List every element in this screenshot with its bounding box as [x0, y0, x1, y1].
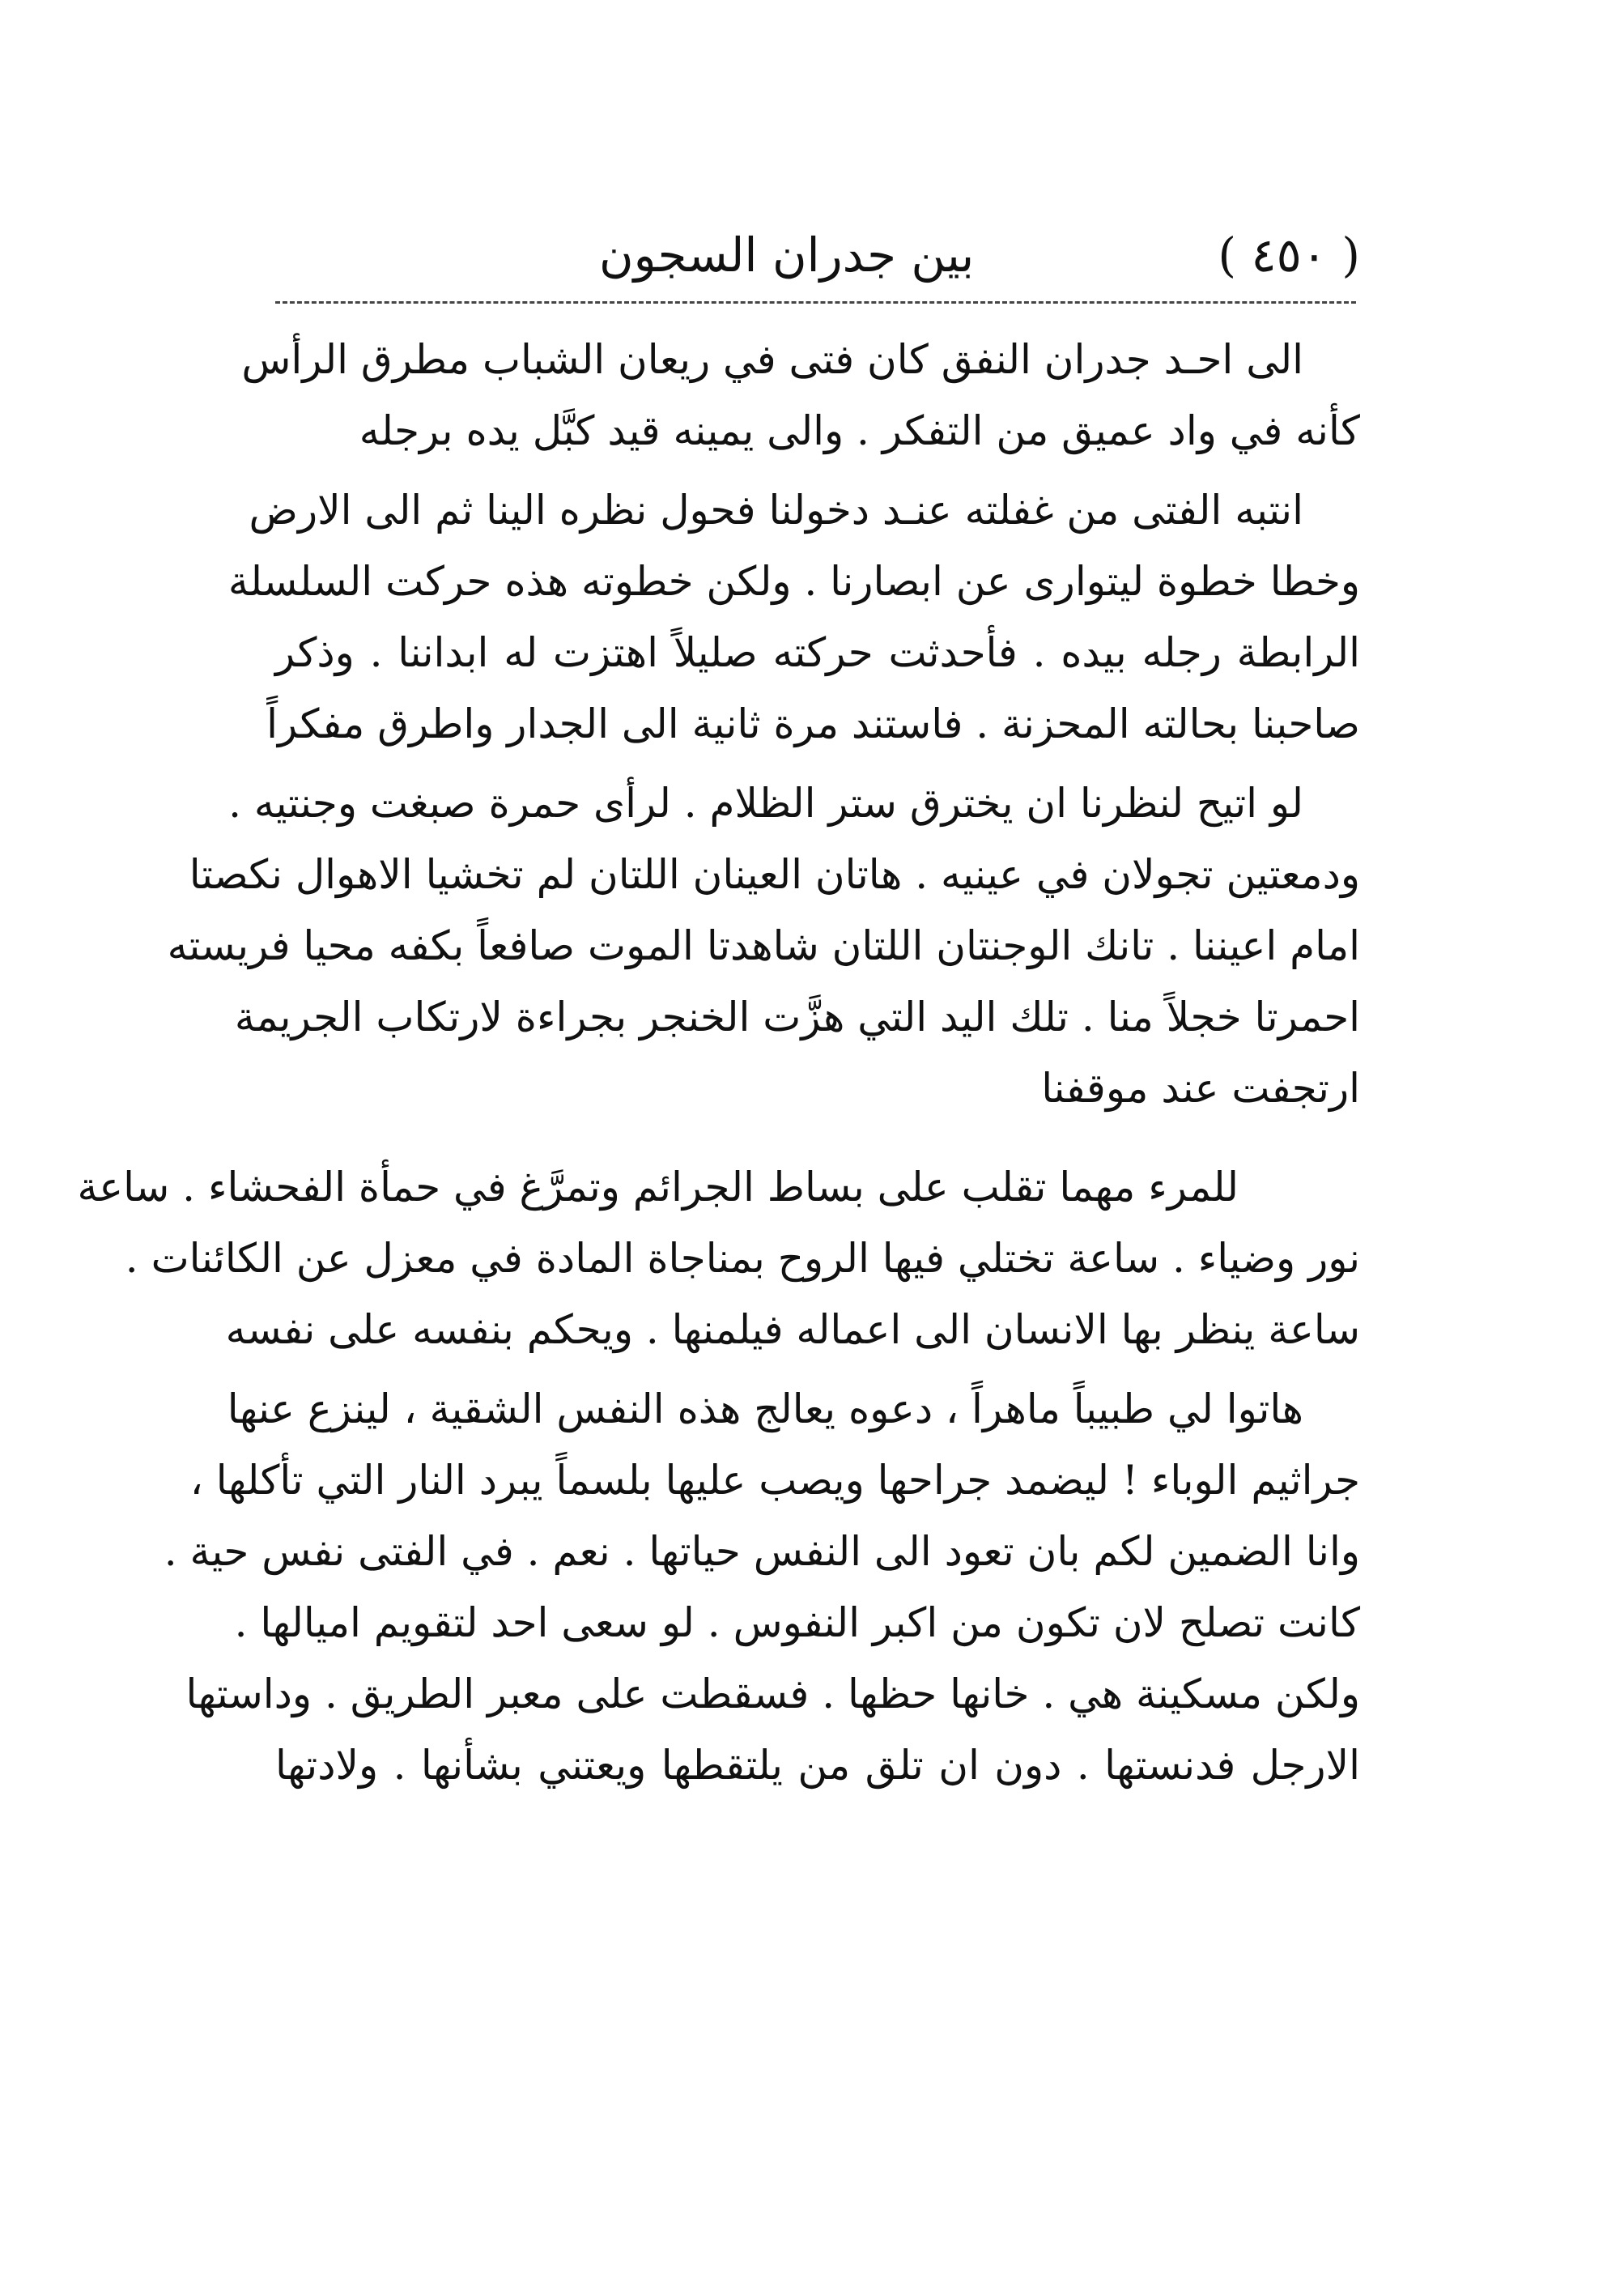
body-text [77, 324, 1360, 1801]
text-line: الارجل فدنستها . دون ان تلق من يلتقطها ويعتني بشأنها . ولادتها [275, 1742, 1360, 1789]
paragraph-1 [241, 324, 1360, 466]
text-line: احمرتا خجلاً منا . تلك اليد التي هزَّت الخنجر بجراءة لارتكاب الجريمة [234, 994, 1360, 1041]
text-line: ودمعتين تجولان في عينيه . هاتان العينان اللتان لم تخشيا الاهوال نكصتا [189, 851, 1360, 898]
text-line: هاتوا لي طبيباً ماهراً ، دعوه يعالج هذه النفس الشقية ، لينزع عنها [227, 1385, 1303, 1432]
text-line: الى احـد جدران النفق كان فتى في ريعان الشباب مطرق الرأس [241, 336, 1303, 383]
paragraph-5 [164, 1373, 1360, 1801]
text-line: ساعة ينظر بها الانسان الى اعماله فيلمنها . ويحكم بنفسه على نفسه [225, 1306, 1360, 1353]
text-line: صاحبنا بحالته المحزنة . فاستند مرة ثانية الى الجدار واطرق مفكراً [266, 700, 1360, 747]
text-line: جراثيم الوباء ! ليضمد جراحها ويصب عليها بلسماً يبرد النار التي تأكلها ، [189, 1457, 1360, 1504]
paragraph-2 [227, 475, 1360, 760]
text-line: امام اعيننا . تانك الوجنتان اللتان شاهدتا الموت صافعاً بكفه محيا فريسته [167, 922, 1360, 969]
text-line: ولكن مسكينة هي . خانها حظها . فسقطت على معبر الطريق . وداستها [185, 1670, 1360, 1717]
text-line: لو اتيح لنظرنا ان يخترق ستر الظلام . لرأى حمرة صبغت وجنتيه . [228, 780, 1303, 827]
text-line: كأنه في واد عميق من التفكر . والى يمينه قيد كبَّل يده برجله [359, 407, 1360, 454]
text-line: للمرء مهما تقلب على بساط الجرائم وتمرَّغ في حمأة الفحشاء . ساعة [77, 1164, 1239, 1211]
paragraph-3 [167, 768, 1360, 1124]
page-header [275, 206, 1360, 296]
text-line: ارتجفت عند موقفنا [1041, 1065, 1360, 1112]
paragraph-4 [77, 1151, 1360, 1365]
page-number: ( ٤٥٠ ) [1218, 228, 1360, 283]
text-line: وخطا خطوة ليتوارى عن ابصارنا . ولكن خطوته هذه حركت السلسلة [227, 558, 1360, 605]
running-title: بين جدران السجون [599, 228, 975, 283]
text-line: نور وضياء . ساعة تختلي فيها الروح بمناجاة المادة في معزل عن الكائنات . [125, 1235, 1360, 1282]
text-line: انتبه الفتى من غفلته عنـد دخولنا فحول نظره الينا ثم الى الارض [249, 487, 1303, 534]
text-line: وانا الضمين لكم بان تعود الى النفس حياتها . نعم . في الفتى نفس حية . [164, 1528, 1360, 1575]
text-line: كانت تصلح لان تكون من اكبر النفوس . لو سعى احد لتقويم اميالها . [234, 1599, 1360, 1646]
text-line: الرابطة رجله بيده . فأحدثت حركته صليلاً اهتزت له ابداننا . وذكر [275, 629, 1360, 676]
header-divider [275, 301, 1356, 304]
